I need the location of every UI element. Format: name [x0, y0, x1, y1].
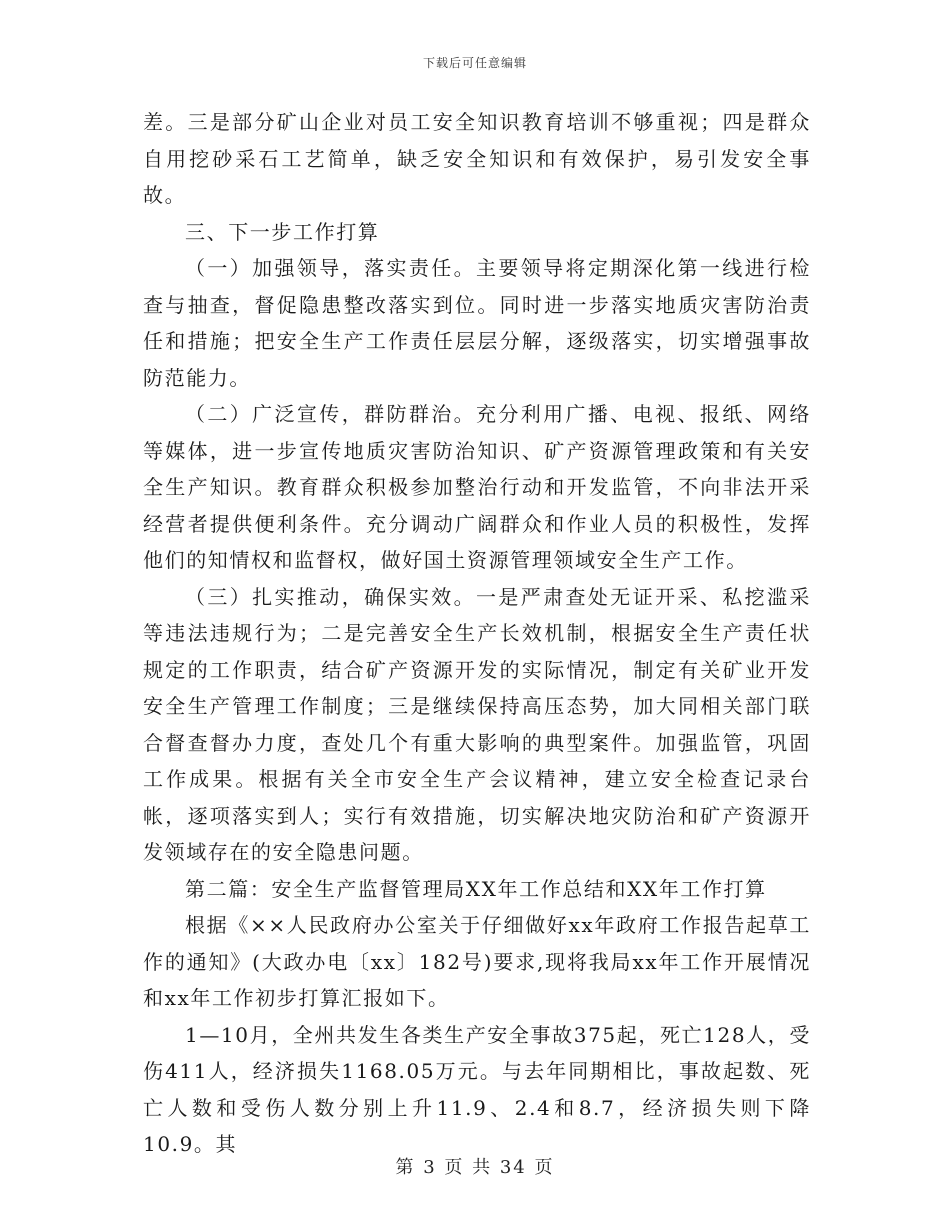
page-header: 下载后可任意编辑 — [422, 56, 527, 70]
page-number-footer: 第 3 页 共 34 页 — [395, 1157, 555, 1178]
chapter-title-second: 第二篇：安全生产监督管理局XX年工作总结和XX年工作打算 — [185, 876, 767, 901]
paragraph-notice-reference: 根据《××人民政府办公室关于仔细做好xx年政府工作报告起草工作的通知》(大政办电〔xx〕182号)要求,现将我局xx年工作开展情况和xx年工作初步打算汇报如下。 — [143, 913, 811, 1010]
document-body — [143, 104, 811, 1163]
paragraph-statistics: 1—10月，全州共发生各类生产安全事故375起，死亡128人，受伤411人，经济损失1168.05万元。与去年同期相比，事故起数、死亡人数和受伤人数分别上升11.9、2.4和8.7，经济损失则下降10.9。其 — [143, 1022, 811, 1156]
paragraph-publicity: （二）广泛宣传，群防群治。充分利用广播、电视、报纸、网络等媒体，进一步宣传地质灾害防治知识、矿产资源管理政策和有关安全生产知识。教育群众积极参加整治行动和开发监管，不向非法开采经营者提供便利条件。充分调动广阔群众和作业人员的积极性，发挥他们的知情权和监督权，做好国土资源管理领域安全生产工作。 — [143, 402, 811, 572]
paragraph-strengthen-leadership: （一）加强领导，落实责任。主要领导将定期深化第一线进行检查与抽查，督促隐患整改落实到位。同时进一步落实地质灾害防治责任和措施；把安全生产工作责任层层分解，逐级落实，切实增强事故防范能力。 — [143, 256, 811, 390]
paragraph-1: 差。三是部分矿山企业对员工安全知识教育培训不够重视；四是群众自用挖砂采石工艺简单，缺乏安全知识和有效保护，易引发安全事故。 — [143, 110, 811, 207]
paragraph-implementation: （三）扎实推动，确保实效。一是严肃查处无证开采、私挖滥采等违法违规行为；二是完善安全生产长效机制，根据安全生产责任状规定的工作职责，结合矿产资源开发的实际情况，制定有关矿业开发安全生产管理工作制度；三是继续保持高压态势，加大同相关部门联合督查督办力度，查处几个有重大影响的典型案件。加强监管，巩固工作成果。根据有关全市安全生产会议精神，建立安全检查记录台帐，逐项落实到人；实行有效措施，切实解决地灾防治和矿产资源开发领域存在的安全隐患问题。 — [143, 584, 811, 864]
section-heading-next-steps: 三、下一步工作打算 — [185, 219, 380, 244]
